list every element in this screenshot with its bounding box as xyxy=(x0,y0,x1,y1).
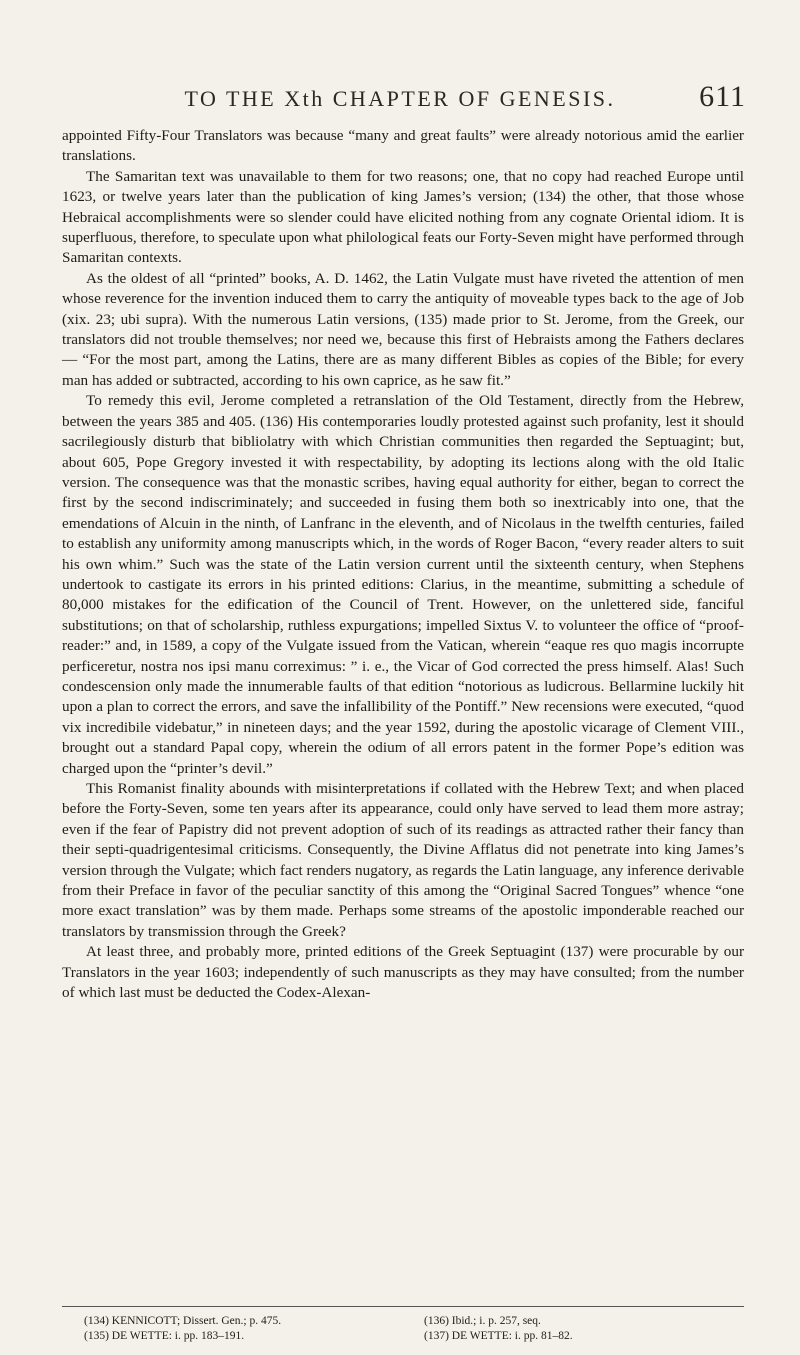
paragraph: At least three, and probably more, printed editions of the Greek Septuagint (137) were procurable by our Translators in the year 1603; independently of such manuscripts as they may have consulted; from the number of which last must be deducted the Codex-Alexan- xyxy=(62,943,744,1002)
running-head-title: TO THE Xth CHAPTER OF GENESIS. xyxy=(184,86,616,111)
page-number: 611 xyxy=(699,80,746,113)
running-head xyxy=(0,86,800,112)
paragraph: This Romanist finality abounds with misinterpretations if collated with the Hebrew Text; and when placed before the Forty-Seven, some ten years after its appearance, could only have served to lead them more astray; even if the fear of Papistry did not prevent adoption of such of its readings as attracted rather their fancy than their septi-quadrigentesimal criticisms. Consequently, the Divine Afflatus did not penetrate into king James’s version through the Vulgate; which fact renders nugatory, as regards the Latin language, any inference derivable from their Preface in favor of the peculiar sanctity of this among the “Original Sacred Tongues” whence “one more exact translation” was by them made. Perhaps some streams of the apostolic imponderable reached our translators by transmission through the Greek? xyxy=(62,780,744,940)
footnote: (136) Ibid.; i. p. 257, seq. xyxy=(424,1315,541,1327)
body-text xyxy=(62,126,744,1003)
paragraph: As the oldest of all “printed” books, A. D. 1462, the Latin Vulgate must have riveted the attention of men whose reverence for the invention induced them to carry the antiquity of moveable types back to the age of Job (xix. 23; ubi supra). With the numerous Latin versions, (135) made prior to St. Jerome, from the Greek, our translators did not trouble themselves; nor need we, because this first of Hebraists among the Fathers declares — “For the most part, among the Latins, there are as many different Bibles as copies of the Bible; for every man has added or subtracted, according to his own caprice, as he saw fit.” xyxy=(62,269,744,389)
footnote-divider xyxy=(62,1306,744,1307)
footnote: (134) KENNICOTT; Dissert. Gen.; p. 475. xyxy=(84,1315,282,1327)
paragraph: To remedy this evil, Jerome completed a retranslation of the Old Testament, directly from the Hebrew, between the years 385 and 405. (136) His contemporaries loudly protested against such profanity, lest it should sacrilegiously disturb that bibliolatry with which Christian communities then regarded the Septuagint; but, about 605, Pope Gregory invested it with respectability, by adopting its lections along with the old Italic version. The consequence was that the monastic scribes, having equal authority for either, began to correct the first by the second indiscriminately; and succeeded in fusing them both so inextricably into one, that the emendations of Alcuin in the ninth, of Lanfranc in the eleventh, and of Nicolaus in the twelfth centuries, failed to establish any uniformity among manuscripts which, in the words of Roger Bacon, “every reader alters to suit his own whim.” Such was the state of the Latin version current until the sixteenth century, when Stephens undertook to castigate its errors in his printed editions: Clarius, in the meantime, submitting a schedule of 80,000 mistakes for the edification of the Council of Trent. However, on the unlettered side, fanciful substitutions; on that of scholarship, ruthless expurgations; impelled Sixtus V. to volunteer the office of “proof-reader:” and, in 1589, a copy of the Vulgate issued from the Vatican, wherein “eaque res quo magis incorrupte perficeretur, nostra nos ipsi manu correximus: ” i. e., the Vicar of God corrected the press himself. Alas! Such condescension only made the innumerable faults of that edition “notorious as ludicrous. Bellarmine luckily hit upon a plan to correct the errors, and save the infallibility of the Pontiff.” New recensions were executed, “quod vix incredibile videbatur,” in nineteen days; and the year 1592, during the apostolic vicarage of Clement VIII., brought out a standard Papal copy, wherein the odium of all errors patent in the former Pope’s edition was charged upon the “printer’s devil.” xyxy=(62,392,744,777)
paragraph: appointed Fifty-Four Translators was because “many and great faults” were already notorious amid the earlier translations. xyxy=(62,127,744,165)
paragraph: The Samaritan text was unavailable to them for two reasons; one, that no copy had reached Europe until 1623, or twelve years later than the publication of king James’s version; (134) the other, that those whose Hebraical accomplishments were so slender could have elicited nothing from any cognate Oriental idiom. It is superfluous, therefore, to speculate upon what philological feats our Forty-Seven might have performed through Samaritan contexts. xyxy=(62,167,744,267)
footnote: (135) DE WETTE: i. pp. 183–191. xyxy=(84,1330,245,1342)
footnotes xyxy=(84,1314,744,1344)
footnote: (137) DE WETTE: i. pp. 81–82. xyxy=(424,1330,573,1342)
